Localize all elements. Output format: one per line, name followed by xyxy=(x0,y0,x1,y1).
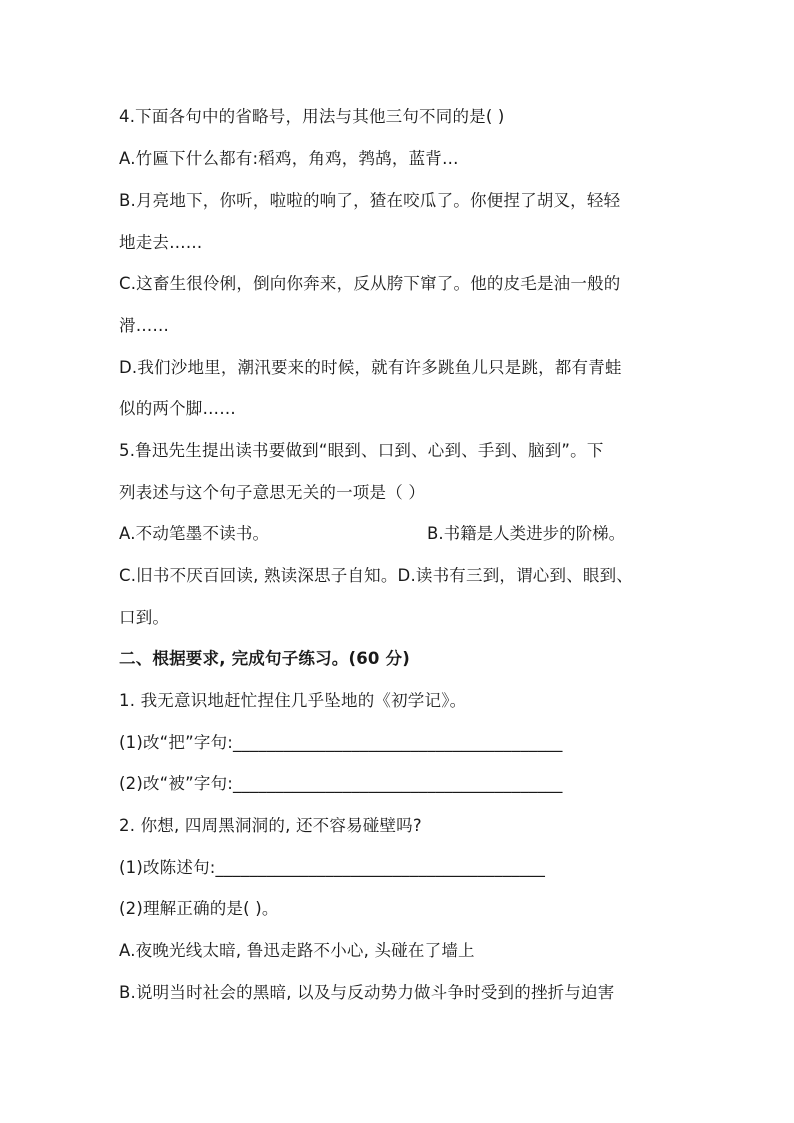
q5-stem-line2: 列表述与这个句子意思无关的一项是（ ） xyxy=(119,483,426,502)
q4-option-a: A.竹匾下什么都有:稻鸡，角鸡，鹁鸪，蓝背… xyxy=(119,149,459,168)
q5-stem-line1: 5.鲁迅先生提出读书要做到“眼到、口到、心到、手到、脑到”。下 xyxy=(119,441,604,460)
q5-option-b: B.书籍是人类进步的阶梯。 xyxy=(427,524,626,543)
q4-stem: 4.下面各句中的省略号，用法与其他三句不同的是( ) xyxy=(119,107,505,126)
q5-option-a: A.不动笔墨不读书。 xyxy=(119,524,270,543)
s2-option-b: B.说明当时社会的黑暗, 以及与反动势力做斗争时受到的挫折与迫害 xyxy=(119,983,615,1002)
s2-declarative-answer-line: (1)改陈述句:_______________________________________ xyxy=(119,858,546,877)
section2-heading: 二、根据要求, 完成句子练习。(60 分) xyxy=(119,649,411,668)
q4-option-d-line1: D.我们沙地里，潮汛要来的时候，就有许多跳鱼儿只是跳，都有青蛙 xyxy=(119,358,622,377)
q5-option-cd-line1: C.旧书不厌百回读, 熟读深思子自知。D.读书有三到，谓心到、眼到、 xyxy=(119,566,634,585)
s2-sentence: 2. 你想, 四周黑洞洞的, 还不容易碰壁吗? xyxy=(119,816,422,835)
s2-option-a: A.夜晚光线太暗, 鲁迅走路不小心, 头碰在了墙上 xyxy=(119,941,475,960)
q4-option-c-line2: 滑…… xyxy=(119,316,170,335)
q4-option-d-line2: 似的两个脚…… xyxy=(119,399,236,418)
s2-understand-question: (2)理解正确的是( )。 xyxy=(119,899,279,918)
q4-option-c-line1: C.这畜生很伶俐，倒向你奔来，反从胯下窜了。他的皮毛是油一般的 xyxy=(119,274,621,293)
q4-option-b-line2: 地走去…… xyxy=(119,233,203,252)
s1-ba-answer-line: (1)改“把”字句:_______________________________________ xyxy=(119,733,563,752)
s1-bei-answer-line: (2)改“被”字句:_______________________________________ xyxy=(119,774,563,793)
q4-option-b-line1: B.月亮地下，你听，啦啦的响了，猹在咬瓜了。你便捏了胡叉，轻轻 xyxy=(119,191,621,210)
s1-sentence: 1. 我无意识地赶忙捏住几乎坠地的《初学记》。 xyxy=(119,691,467,710)
q5-option-cd-line2: 口到。 xyxy=(119,608,170,627)
